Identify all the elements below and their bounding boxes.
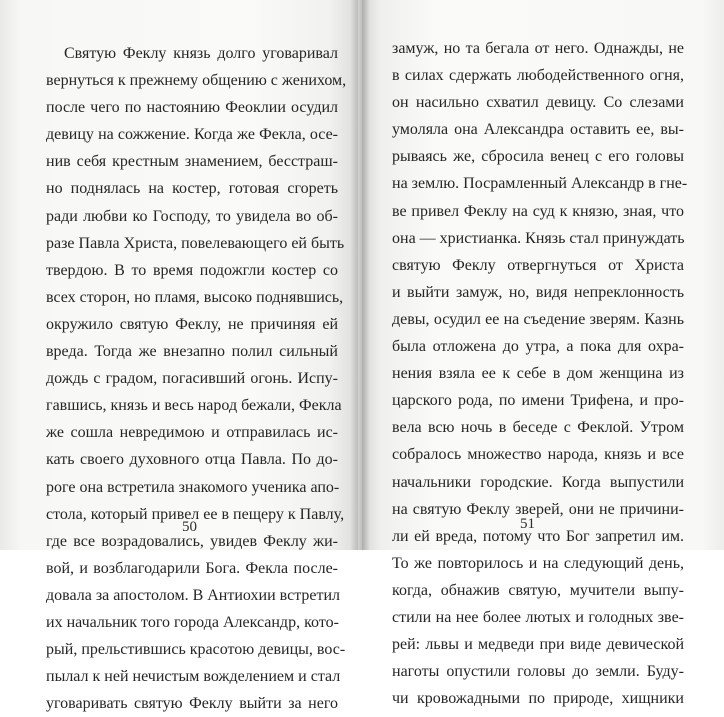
text-line: кать своего духовного отца Павла. По до- [46, 451, 338, 469]
text-line: где все возрадовались, увидев Феклу жи- [46, 532, 338, 550]
text-line: их начальник того города Александр, кото- [46, 613, 339, 631]
text-line: когда, обнажив святую, мучители выпу- [392, 581, 684, 599]
text-line: гавшись, князь и весь народ бежали, Фекла [46, 397, 342, 415]
left-page [0, 0, 358, 713]
text-line: вой, и возблагодарили Бога. Фекла после- [46, 559, 338, 577]
text-line: вернуться к прежнему общению с женихом, [46, 72, 347, 90]
text-line: стили на нее более лютых и голодных звe- [392, 608, 684, 626]
text-line: роге она встретила знакомого ученика апо- [46, 478, 340, 496]
text-line: стола, который привел ее в пещеру к Павлу, [46, 505, 345, 523]
text-line: замуж, но та бегала от него. Однажды, не [392, 40, 684, 57]
right-page [362, 0, 724, 708]
text-line: рый, прельстившись красотою девицы, вос- [46, 641, 346, 659]
text-line: девы, осудил ее на съедение зверям. Казнь [392, 310, 684, 328]
text-line: нения взяла ее к себе в дом женщина из [392, 365, 684, 383]
text-line: рей: львы и медведи при виде девической [392, 636, 684, 654]
text-line: собралось множество народа, князь и все [392, 446, 684, 464]
text-line: окружило святую Феклу, не причиняя ей [46, 315, 338, 333]
text-line: разе Павла Христа, повелевающего ей быть [46, 234, 345, 252]
text-line: уговаривать святую Феклу выйти за него [46, 695, 338, 713]
text-line: нив себя крестным знамением, бесстраш- [46, 153, 338, 171]
text-line: начальники городские. Когда выпустили [392, 473, 684, 491]
book-gutter-shadow [350, 0, 370, 550]
text-line: девицу на сожжение. Когда же Фекла, осе- [46, 126, 338, 144]
text-line: после чего по настоянию Феоклии осудил [46, 99, 338, 117]
text-line: всех сторон, но пламя, высоко поднявшись, [46, 288, 344, 306]
text-line: чи кровожадными по природе, хищники [392, 690, 684, 708]
text-line: ради любви ко Господу, то увидела во об- [46, 207, 338, 225]
text-line: и выйти замуж, но, видя непреклонность [392, 283, 684, 301]
text-line: она — христианка. Князь стал принуждать [392, 229, 685, 247]
right-page-text [392, 35, 688, 712]
left-page-number: 50 [182, 519, 197, 535]
text-line: довала за апостолом. В Антиохии встретил [46, 586, 341, 604]
text-line: умоляла она Александра оставить ее, вы- [392, 121, 684, 139]
text-line: ве привел Феклу на суд к князю, зная, что [392, 202, 684, 220]
text-line: дождь с градом, погасивший огонь. Испу- [46, 370, 338, 388]
text-line: рываясь же, сбросила венец с его головы [392, 148, 684, 166]
text-line: пылал к ней нечистым вожделением и стал [46, 668, 341, 686]
text-line: вела всю ночь в беседе с Феклой. Утром [392, 419, 684, 437]
text-line: То же повторилось и на следующий день, [392, 554, 684, 572]
text-line: святую Феклу отвергнуться от Христа [392, 256, 684, 274]
text-line: же сошла невредимою и отправилась ис- [46, 424, 338, 442]
text-line: ли ей вреда, потому что Бог запретил им. [392, 527, 684, 545]
text-line: Святую Феклу князь долго уговаривал [64, 45, 338, 62]
text-line: твердою. В то время подожгли костер со [46, 261, 338, 279]
text-line: царского рода, по имени Трифена, и про- [392, 392, 684, 410]
text-line: но поднялась на костер, готовая сгореть [46, 180, 338, 198]
text-line: в силах сдержать любодейственного огня, [392, 67, 684, 85]
right-page-number: 51 [520, 516, 535, 532]
text-line: на святую Феклу зверей, они не причини- [392, 500, 684, 518]
text-line: он насильно схватил девицу. Со слезами [392, 94, 684, 112]
left-page-text [46, 40, 347, 717]
text-line: на землю. Посрамленный Александр в гне- [392, 175, 688, 193]
text-line: вреда. Тогда же внезапно полил сильный [46, 343, 338, 361]
text-line: наготы опустили головы до земли. Буду- [392, 663, 684, 681]
text-line: была отложена до утра, а пока для охра- [392, 338, 684, 356]
